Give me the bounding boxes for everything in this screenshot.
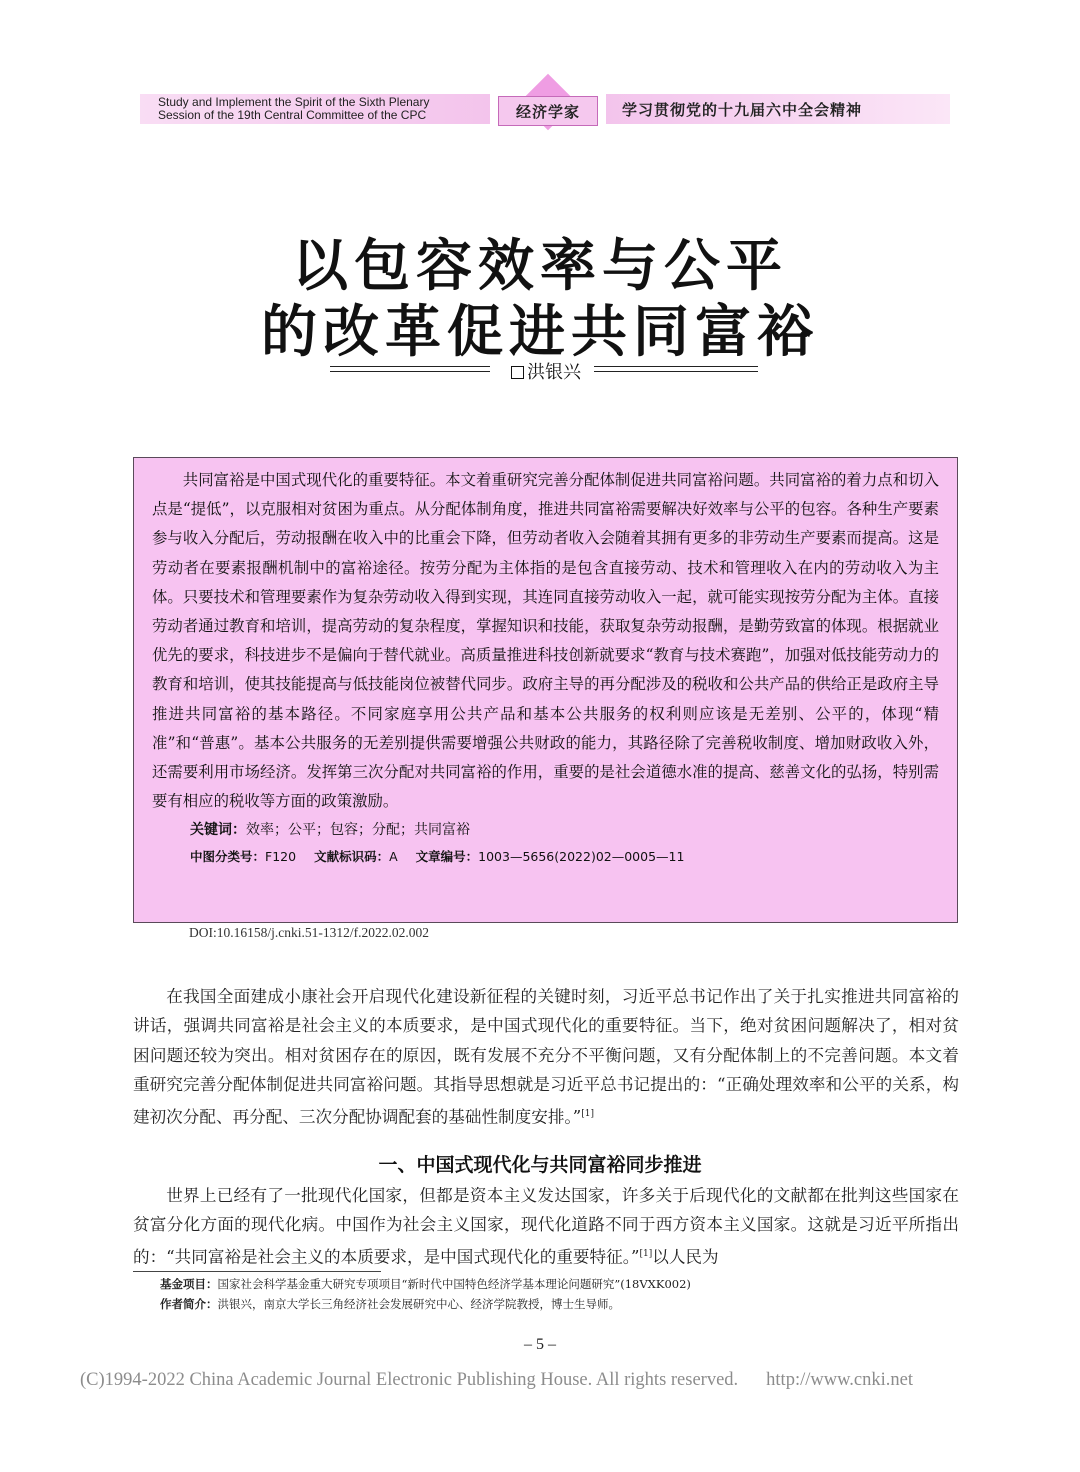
body-paragraph-2-tail: 以人民为 <box>652 1247 719 1267</box>
clc-value: F120 <box>265 849 297 865</box>
body-paragraph-1-text: 在我国全面建成小康社会开启现代化建设新征程的关键时刻，习近平总书记作出了关于扎实推进共同富裕的讲话，强调共同富裕是社会主义的本质要求，是中国式现代化的重要特征。当下，绝对贫困问题解决了，相对贫困问题还较为突出。相对贫困存在的原因，既有发展不充分不平衡问题，又有分配体制上的不完善问题。本文着重研究完善分配体制促进共同富裕问题。其指导思想就是习近平总书记提出的：“正确处理效率和公平的关系，构建初次分配、再分配、三次分配协调配套的基础性制度安排。” <box>133 987 959 1127</box>
article-title-line-2: 的改革促进共同富裕 <box>261 299 819 365</box>
header-english-line-2: Session of the 19th Central Committee of the CPC <box>158 108 427 122</box>
journal-name: 经济学家 <box>498 96 598 126</box>
citation-ref-1: [1] <box>581 1108 594 1119</box>
author-name: 洪银兴 <box>527 362 581 383</box>
journal-badge <box>490 88 606 128</box>
footnote-fund <box>160 1276 691 1292</box>
copyright-url: http://www.cnki.net <box>766 1370 913 1390</box>
clc-label: 中图分类号： <box>190 849 266 865</box>
keywords-label: 关键词： <box>190 822 246 839</box>
header-english-text <box>158 96 498 122</box>
keywords-line <box>152 816 939 844</box>
footnote-author <box>160 1296 620 1312</box>
article-no-value: 1003—5656(2022)02—0005—11 <box>478 849 685 865</box>
article-title-line-1: 以包容效率与公平 <box>292 233 788 299</box>
author-byline <box>496 358 596 384</box>
classification-line <box>152 844 939 870</box>
running-header <box>140 88 950 128</box>
citation-ref-2: [1] <box>639 1248 653 1259</box>
body-paragraph-2-text: 世界上已经有了一批现代化国家，但都是资本主义发达国家，许多关于后现代化的文献都在批判这些国家在贫富分化方面的现代化病。中国作为社会主义国家，现代化道路不同于西方资本主义国家。这就是习近平所指出的：“共同富裕是社会主义的本质要求，是中国式现代化的重要特征。” <box>133 1186 959 1267</box>
copyright-text: (C)1994-2022 China Academic Journal Electronic Publishing House. All rights reserved. <box>80 1370 739 1390</box>
column-name: 学习贯彻党的十九届六中全会精神 <box>606 94 950 124</box>
author-info-label: 作者简介： <box>160 1297 218 1311</box>
square-bullet-icon <box>511 366 524 379</box>
abstract-text: 共同富裕是中国式现代化的重要特征。本文着重研究完善分配体制促进共同富裕问题。共同富裕的着力点和切入点是“提低”，以克服相对贫困为重点。从分配体制角度，推进共同富裕需要解决好效率与公平的包容。各种生产要素参与收入分配后，劳动报酬在收入中的比重会下降，但劳动者收入会随着其拥有更多的非劳动生产要素而提高。这是劳动者在要素报酬机制中的富裕途径。按劳分配为主体指的是包含直接劳动、技术和管理收入在内的劳动收入为主体。只要技术和管理要素作为复杂劳动收入得到实现，其连同直接劳动收入一起，就可能实现按劳分配为主体。直接劳动者通过教育和培训，提高劳动的复杂程度，掌握知识和技能，获取复杂劳动报酬，是勤劳致富的体现。根据就业优先的要求，科技进步不是偏向于替代就业。高质量推进科技创新就要求“教育与技术赛跑”，加强对低技能劳动力的教育和培训，使其技能提高与低技能岗位被替代同步。政府主导的再分配涉及的税收和公共产品的供给正是政府主导推进共同富裕的基本路径。不同家庭享用公共产品和基本公共服务的权利则应该是无差别、公平的，体现“精准”和“普惠”。基本公共服务的无差别提供需要增强公共财政的能力，其路径除了完善税收制度、增加财政收入外，还需要利用市场经济。发挥第三次分配对共同富裕的作用，重要的是社会道德水准的提高、慈善文化的弘扬，特别需要有相应的税收等方面的政策激励。 <box>152 471 939 811</box>
doc-code-value: A <box>389 849 398 865</box>
author-row <box>330 358 758 382</box>
doi: DOI:10.16158/j.cnki.51-1312/f.2022.02.002 <box>189 925 429 940</box>
double-rule-left <box>330 366 490 372</box>
header-english-line-1: Study and Implement the Spirit of the Sixth Plenary <box>158 95 430 109</box>
body-paragraph-1 <box>133 982 959 1132</box>
section-heading-1: 一、中国式现代化与共同富裕同步推进 <box>378 1154 702 1176</box>
keywords: 效率；公平；包容；分配；共同富裕 <box>246 822 470 839</box>
doc-code-label: 文献标识码： <box>314 849 390 865</box>
page-number: – 5 – <box>524 1336 556 1353</box>
abstract-box <box>133 457 958 923</box>
author-info-text: 洪银兴，南京大学长三角经济社会发展研究中心、经济学院教授，博士生导师。 <box>217 1297 620 1311</box>
double-rule-right <box>594 366 758 372</box>
article-no-label: 文章编号： <box>415 849 479 865</box>
copyright-footer <box>80 1370 980 1391</box>
fund-text: 国家社会科学基金重大研究专项项目“新时代中国特色经济学基本理论问题研究”(18VXK002) <box>217 1277 691 1291</box>
fund-label: 基金项目： <box>160 1277 218 1291</box>
footnote-rule <box>133 1271 381 1272</box>
body-paragraph-2 <box>133 1181 959 1272</box>
